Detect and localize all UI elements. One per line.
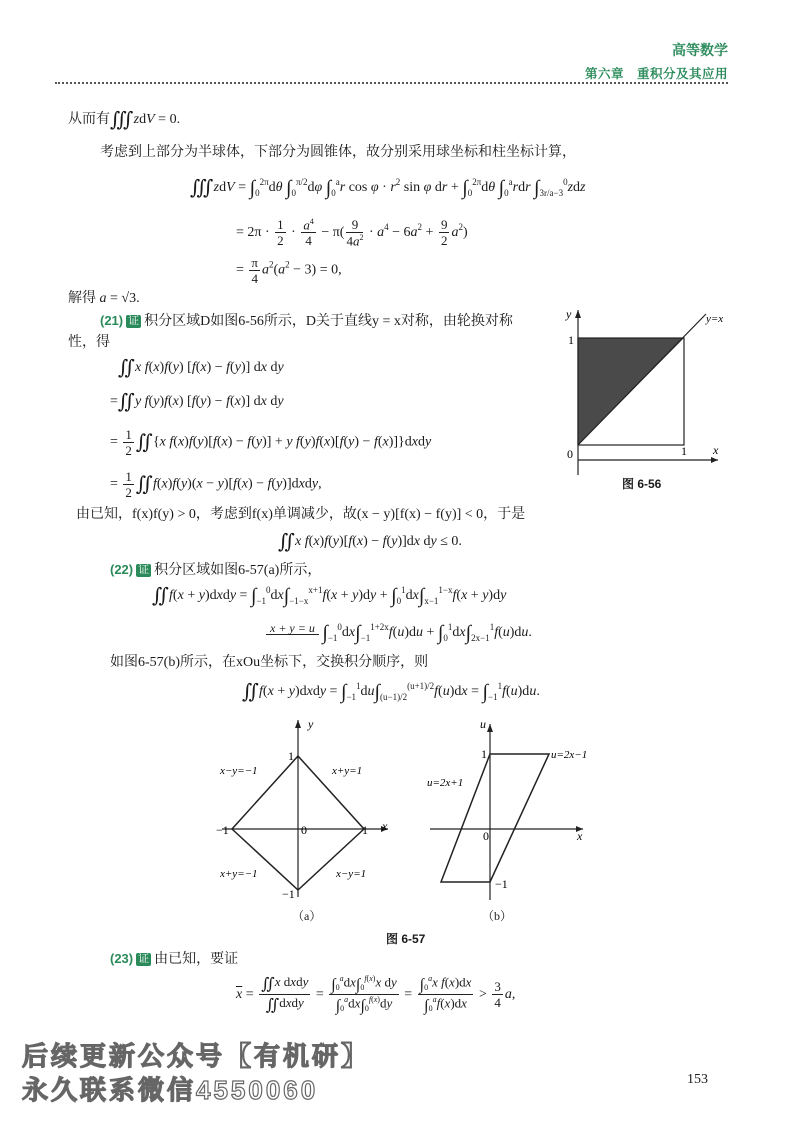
x-axis-label: x xyxy=(577,829,583,843)
x-arrow-icon xyxy=(711,457,718,463)
parallelogram-region xyxy=(441,754,549,882)
tick-right-1: 1 xyxy=(362,823,368,837)
tick-top-1: 1 xyxy=(481,747,487,761)
q21-text: 积分区域D如图6-56所示，D关于直线y = x对称，由轮换对称 xyxy=(144,314,513,329)
proof-tag: 证 xyxy=(138,564,150,576)
label-x-minus-y-1: x−y=1 xyxy=(336,868,367,880)
tick-bottom-neg1: −1 xyxy=(495,877,508,891)
u-axis-label: u xyxy=(480,717,486,731)
figure-6-57-caption: 图 6-57 xyxy=(386,932,426,946)
tick-y-1: 1 xyxy=(568,333,574,347)
q22-eq3: ∬f(x + y)dxdy = $\int_{-1}^1du\int_{(u-1)/2}^{(u+1)/2}f(u)dx = \int_{-1}^1f(u)du$. xyxy=(242,681,540,703)
substitution-label: x + y = u xyxy=(266,622,319,635)
origin-label: 0 xyxy=(567,447,573,461)
q22-text: 积分区域如图6-57(a)所示， xyxy=(154,563,322,578)
y-axis-label: y xyxy=(566,307,572,321)
q22-text2: 如图6-57(b)所示，在xOu坐标下，交换积分顺序，则 xyxy=(110,655,429,670)
label-x-plus-y-neg1: x+y=−1 xyxy=(220,868,258,880)
y-arrow-icon xyxy=(295,720,301,728)
tick-x-1: 1 xyxy=(681,444,687,458)
book-title: 高等数学 xyxy=(672,42,728,58)
q21-eq4: = $\frac{1}{2}$ ∬f(x)f(y)(x − y)[f(x) − f(y)]dxdy, xyxy=(110,469,322,500)
x-axis-label: x xyxy=(382,819,388,833)
origin-label: 0 xyxy=(301,823,307,837)
figure-6-56 xyxy=(558,300,738,490)
q22-number: (22) xyxy=(110,562,134,577)
q22-statement xyxy=(110,563,321,578)
q22-eq2: x + y = u $\int_{-1}^0dx\int_{-1}^{1+2x}f(u)du + \int_0^1dx\int_{2x-1}^1f(u)du$. xyxy=(266,622,532,643)
q23-statement xyxy=(110,952,238,967)
proof-tag: 证 xyxy=(138,953,150,965)
solution-a: 解得 a = √3. xyxy=(68,291,140,306)
header-rule xyxy=(55,82,728,84)
tick-bottom-neg1: −1 xyxy=(282,887,295,901)
figure-57a-sublabel: （a） xyxy=(292,909,322,923)
q21-text3: 由已知，f(x)f(y) > 0，考虑到f(x)单调减少，故(x − y)[f(x) − f(y)] < 0，于是 xyxy=(76,507,526,522)
q21-text-cont: 性，得 xyxy=(68,335,110,350)
y-axis-label: y xyxy=(308,717,314,731)
equation-step-2: = 2π · $\frac{1}{2}$ · $\frac{a^4}{4}$ − π( $\frac{9}{4a^2}$ · $a^4 - 6a^2$ + $\frac{9}{2}$ $a^2$) xyxy=(236,217,468,249)
figure-57b-sublabel: （b） xyxy=(482,909,513,923)
q21-eq1: ∬x f(x)f(y) [f(x) − f(y)] dx dy xyxy=(118,357,284,379)
tick-top-1: 1 xyxy=(288,749,294,763)
equation-triple-integral: ∭zdV = $\int_0^{2\pi}d\theta$ $\int_0^{\pi/2}d\varphi$ $\int_0^ar$ $\cos \varphi \cdot r^2$ sin φ dr + $\int_0^{2\pi}d\theta$ $\int_0^ardr$ $\int_{3r/a-3}^0zdz$ xyxy=(190,177,586,199)
y-arrow-icon xyxy=(575,310,581,318)
equation-step-3: = $\frac{\pi}{4}$ $a^2(a^2 - 3) = 0$, xyxy=(236,255,342,286)
text-line-method: 考虑到上部分为半球体，下部分为圆锥体，故分别采用球坐标和柱坐标计算， xyxy=(100,145,576,160)
q21-eq3: = $\frac{1}{2}$ ∬{x f(x)f(y)[f(x) − f(y)] + y f(y)f(x)[f(y) − f(x)]}dxdy xyxy=(110,427,432,458)
x-axis-label: x xyxy=(713,443,719,457)
label-u-2x-plus-1: u=2x+1 xyxy=(427,777,464,789)
q23-eq: $\overline{x}$ = $\frac{\text{∬x dxdy}}{\text{∬dxdy}}$ = $\frac{\int_0^adx\int_0^{f(x)}x dy}{\int_0^adx\int_0^{f(x)}dy}$ = $\frac{\int_0^ax f(x)dx}{\int_0^af(x)dx}$ > $\frac{3}{4}$ a, xyxy=(236,974,516,1015)
q21-statement xyxy=(100,314,513,329)
chapter-title: 第六章 重积分及其应用 xyxy=(584,67,728,81)
u-arrow-icon xyxy=(487,724,493,732)
page-number: 153 xyxy=(687,1072,708,1087)
figure-6-56-caption: 图 6-56 xyxy=(622,477,662,491)
q21-number: (21) xyxy=(100,313,124,328)
q21-eq2: =∬y f(y)f(x) [f(y) − f(x)] dx dy xyxy=(110,391,284,413)
q22-eq1: ∬f(x + y)dxdy = $\int_{-1}^0dx\int_{-1-x}^{x+1}f(x + y)dy + \int_0^1dx\int_{x-1}^{1-x}f(x + y)dy$ xyxy=(152,585,507,607)
watermark-line-1: 后续更新公众号【有机研】 xyxy=(22,1041,371,1071)
watermark-line-2: 永久联系微信4550060 xyxy=(22,1075,319,1105)
q23-text: 由已知，要证 xyxy=(154,952,239,967)
intro-conclusion: 从而有∭zdV = 0. xyxy=(68,109,181,131)
label-x-plus-y-1: x+y=1 xyxy=(332,765,363,777)
figure-6-57b xyxy=(425,712,600,902)
q23-number: (23) xyxy=(110,951,134,966)
q21-eq5: ∬x f(x)f(y)[f(x) − f(y)]dx dy ≤ 0. xyxy=(278,531,462,553)
line-label-yx: y=x xyxy=(706,313,724,325)
figure-6-57a xyxy=(212,712,402,902)
label-u-2x-minus-1: u=2x−1 xyxy=(551,749,588,761)
proof-tag: 证 xyxy=(128,315,140,327)
label-x-minus-y-neg1: x−y=−1 xyxy=(220,765,258,777)
tick-left-neg1: −1 xyxy=(216,823,229,837)
origin-label: 0 xyxy=(483,829,489,843)
